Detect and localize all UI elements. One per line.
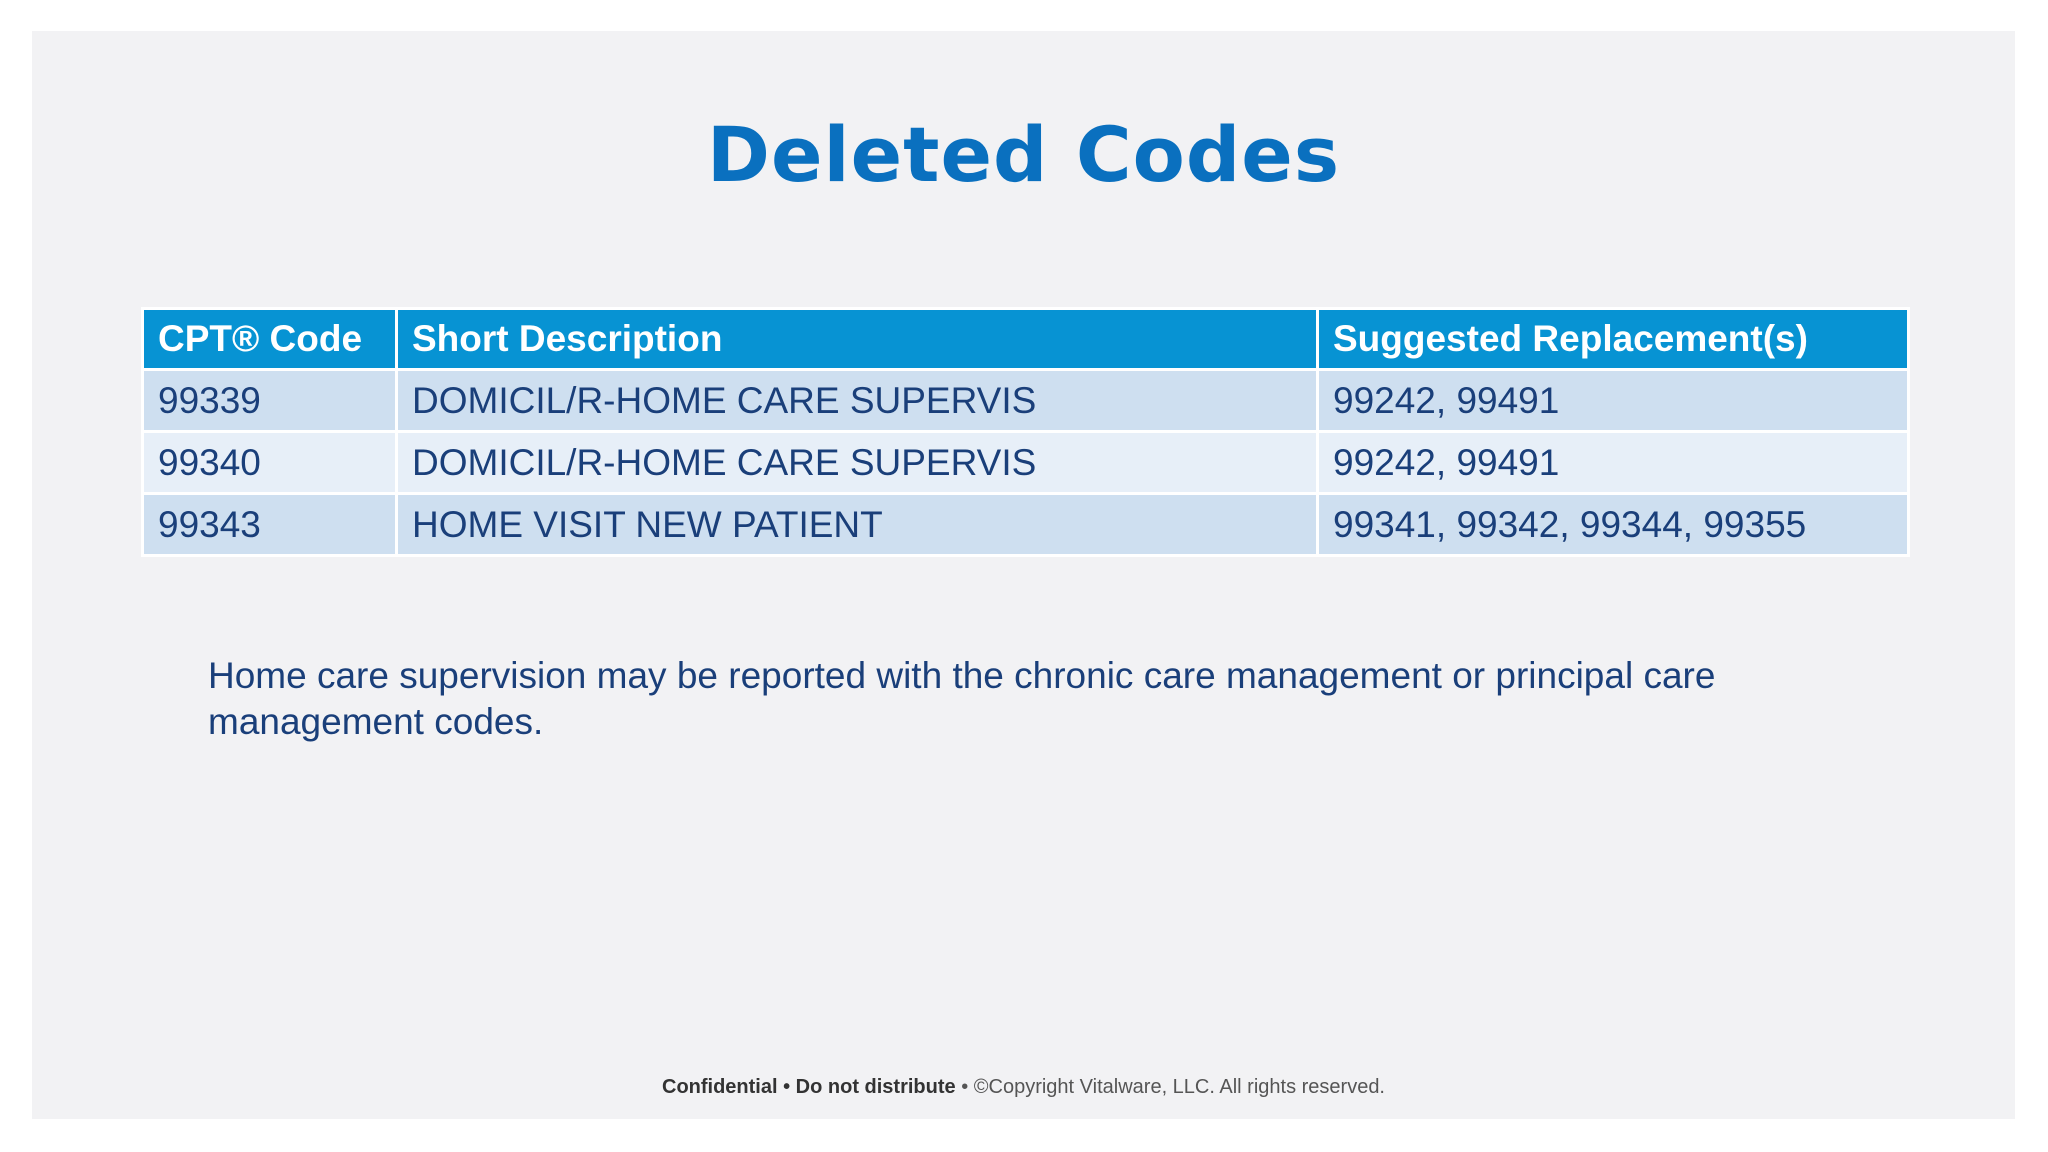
column-header-suggested-replacements: Suggested Replacement(s) — [1318, 309, 1909, 370]
suggested-replacements-cell: 99242, 99491 — [1318, 432, 1909, 494]
slide-title: Deleted Codes — [706, 110, 1341, 199]
note-text: Home care supervision may be reported with the chronic care management or principal care management codes. — [208, 655, 1716, 742]
suggested-replacements-cell: 99341, 99342, 99344, 99355 — [1318, 494, 1909, 556]
deleted-codes-table — [141, 307, 1910, 557]
column-header-short-description: Short Description — [397, 309, 1318, 370]
table-row — [143, 432, 1909, 494]
column-header-cpt-code: CPT® Code — [143, 309, 397, 370]
slide — [32, 31, 2015, 1119]
short-description-cell: HOME VISIT NEW PATIENT — [397, 494, 1318, 556]
footer-copyright: ©Copyright Vitalware, LLC. All rights reserved. — [973, 1076, 1385, 1098]
cpt-code-cell: 99340 — [143, 432, 397, 494]
short-description-cell: DOMICIL/R-HOME CARE SUPERVIS — [397, 432, 1318, 494]
cpt-code-cell: 99343 — [143, 494, 397, 556]
table-row — [143, 494, 1909, 556]
footer-separator: • — [955, 1076, 974, 1098]
footer-confidential: Confidential • Do not distribute — [662, 1076, 956, 1098]
table-row — [143, 370, 1909, 432]
suggested-replacements-cell: 99242, 99491 — [1318, 370, 1909, 432]
table-header-row — [143, 309, 1909, 370]
short-description-cell: DOMICIL/R-HOME CARE SUPERVIS — [397, 370, 1318, 432]
cpt-code-cell: 99339 — [143, 370, 397, 432]
footer — [32, 1076, 2015, 1099]
